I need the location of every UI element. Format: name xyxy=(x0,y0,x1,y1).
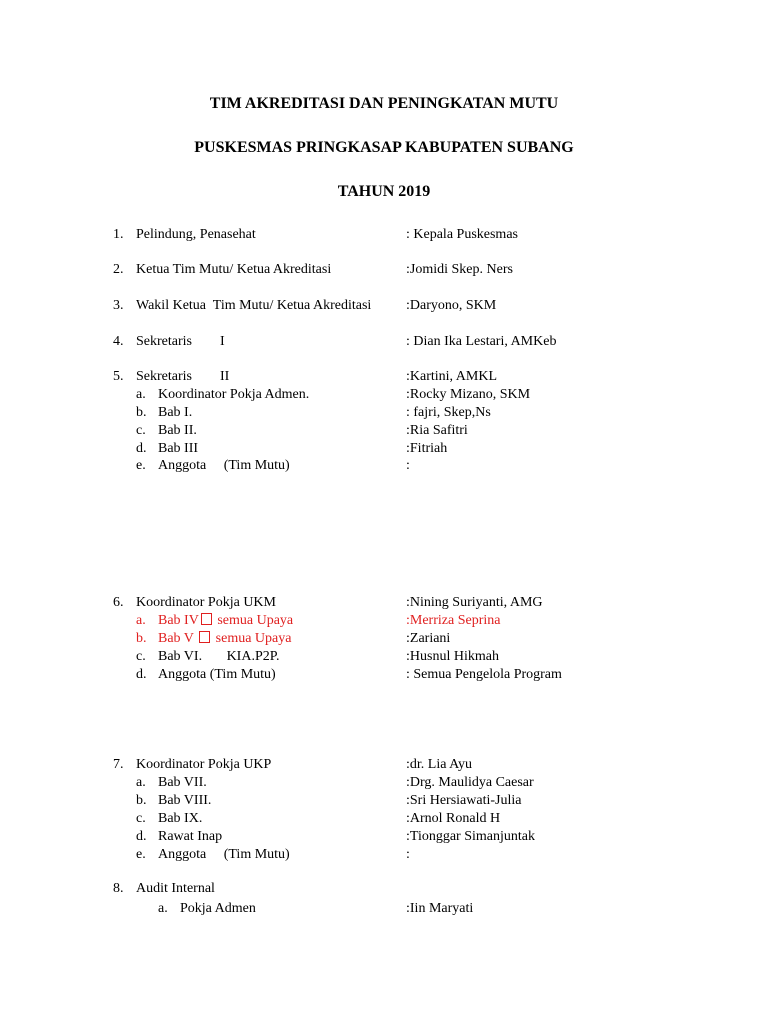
subitem-letter: d. xyxy=(136,667,147,682)
item-value: :Jomidi Skep. Ners xyxy=(406,262,513,277)
item-number: 8. xyxy=(113,881,124,896)
subitem-value: :Zariani xyxy=(406,631,451,646)
subitem-label-suffix: semua Upaya xyxy=(213,613,294,628)
item-number: 5. xyxy=(113,369,124,384)
item-label: Wakil Ketua Tim Mutu/ Ketua Akreditasi xyxy=(136,298,372,313)
empty-box-icon xyxy=(201,613,212,625)
heading-institution: PUSKESMAS PRINGKASAP KABUPATEN SUBANG xyxy=(194,139,574,156)
subitem-label: Rawat Inap xyxy=(158,829,223,844)
empty-box-icon xyxy=(199,631,210,643)
heading-title: TIM AKREDITASI DAN PENINGKATAN MUTU xyxy=(209,95,559,112)
subitem-label xyxy=(158,612,293,629)
subitem-label: Bab I. xyxy=(158,405,193,420)
subitem-letter: e. xyxy=(136,458,146,473)
subitem-label xyxy=(158,630,291,647)
subitem-letter: e. xyxy=(136,847,146,862)
item-number: 4. xyxy=(113,334,124,349)
subitem-label: Koordinator Pokja Admen. xyxy=(158,387,310,402)
item-value: :dr. Lia Ayu xyxy=(406,757,472,772)
item-label: Pelindung, Penasehat xyxy=(136,227,256,242)
subitem-label: Anggota (Tim Mutu) xyxy=(158,458,290,473)
item-label: Koordinator Pokja UKM xyxy=(136,595,276,610)
item-number: 7. xyxy=(113,757,124,772)
subitem-value: :Fitriah xyxy=(406,441,448,456)
subitem-value: : Semua Pengelola Program xyxy=(406,667,562,682)
subitem-letter: c. xyxy=(136,649,146,664)
subitem-label: Anggota (Tim Mutu) xyxy=(158,847,290,862)
subitem-letter: c. xyxy=(136,811,146,826)
subitem-label-prefix: Bab V xyxy=(158,631,198,646)
item-number: 2. xyxy=(113,262,124,277)
subitem-value: :Rocky Mizano, SKM xyxy=(406,387,531,402)
subitem-letter: b. xyxy=(136,631,147,646)
subitem-value: : xyxy=(406,458,410,473)
subitem-letter: a. xyxy=(136,613,146,628)
subitem-value: :Drg. Maulidya Caesar xyxy=(406,775,534,790)
subitem-letter: b. xyxy=(136,405,147,420)
item-label: Audit Internal xyxy=(136,881,215,896)
subitem-label: Bab IX. xyxy=(158,811,203,826)
subitem-value: :Arnol Ronald H xyxy=(406,811,501,826)
item-number: 1. xyxy=(113,227,124,242)
item-value: :Nining Suriyanti, AMG xyxy=(406,595,543,610)
subitem-value: :Husnul Hikmah xyxy=(406,649,499,664)
subitem-value: :Merriza Seprina xyxy=(406,613,501,628)
subitem-letter: a. xyxy=(136,775,146,790)
subitem-label-prefix: Bab IV xyxy=(158,613,199,628)
item-label: Sekretaris I xyxy=(136,334,225,349)
item-value: :Daryono, SKM xyxy=(406,298,497,313)
item-number: 3. xyxy=(113,298,124,313)
subitem-value: : fajri, Skep,Ns xyxy=(406,405,491,420)
subitem-letter: d. xyxy=(136,829,147,844)
subitem-letter: d. xyxy=(136,441,147,456)
item-number: 6. xyxy=(113,595,124,610)
subitem-label: Bab VI. KIA.P2P. xyxy=(158,649,280,664)
item-value: :Kartini, AMKL xyxy=(406,369,497,384)
item-label: Sekretaris II xyxy=(136,369,230,384)
item-label: Koordinator Pokja UKP xyxy=(136,757,272,772)
heading-year: TAHUN 2019 xyxy=(337,183,431,200)
subitem-label: Bab VIII. xyxy=(158,793,212,808)
item-label: Ketua Tim Mutu/ Ketua Akreditasi xyxy=(136,262,332,277)
subitem-label-suffix: semua Upaya xyxy=(212,631,292,646)
subitem-letter: a. xyxy=(158,901,168,916)
subitem-letter: a. xyxy=(136,387,146,402)
subitem-label: Pokja Admen xyxy=(180,901,256,916)
subitem-value: :Ria Safitri xyxy=(406,423,468,438)
subitem-letter: c. xyxy=(136,423,146,438)
item-value: : Dian Ika Lestari, AMKeb xyxy=(406,334,557,349)
subitem-label: Bab VII. xyxy=(158,775,207,790)
subitem-label: Anggota (Tim Mutu) xyxy=(158,667,276,682)
subitem-value: : xyxy=(406,847,410,862)
subitem-letter: b. xyxy=(136,793,147,808)
item-value: : Kepala Puskesmas xyxy=(406,227,518,242)
subitem-label: Bab III xyxy=(158,441,199,456)
subitem-value: :Iin Maryati xyxy=(406,901,474,916)
subitem-label: Bab II. xyxy=(158,423,197,438)
subitem-value: :Tionggar Simanjuntak xyxy=(406,829,535,844)
subitem-value: :Sri Hersiawati-Julia xyxy=(406,793,522,808)
